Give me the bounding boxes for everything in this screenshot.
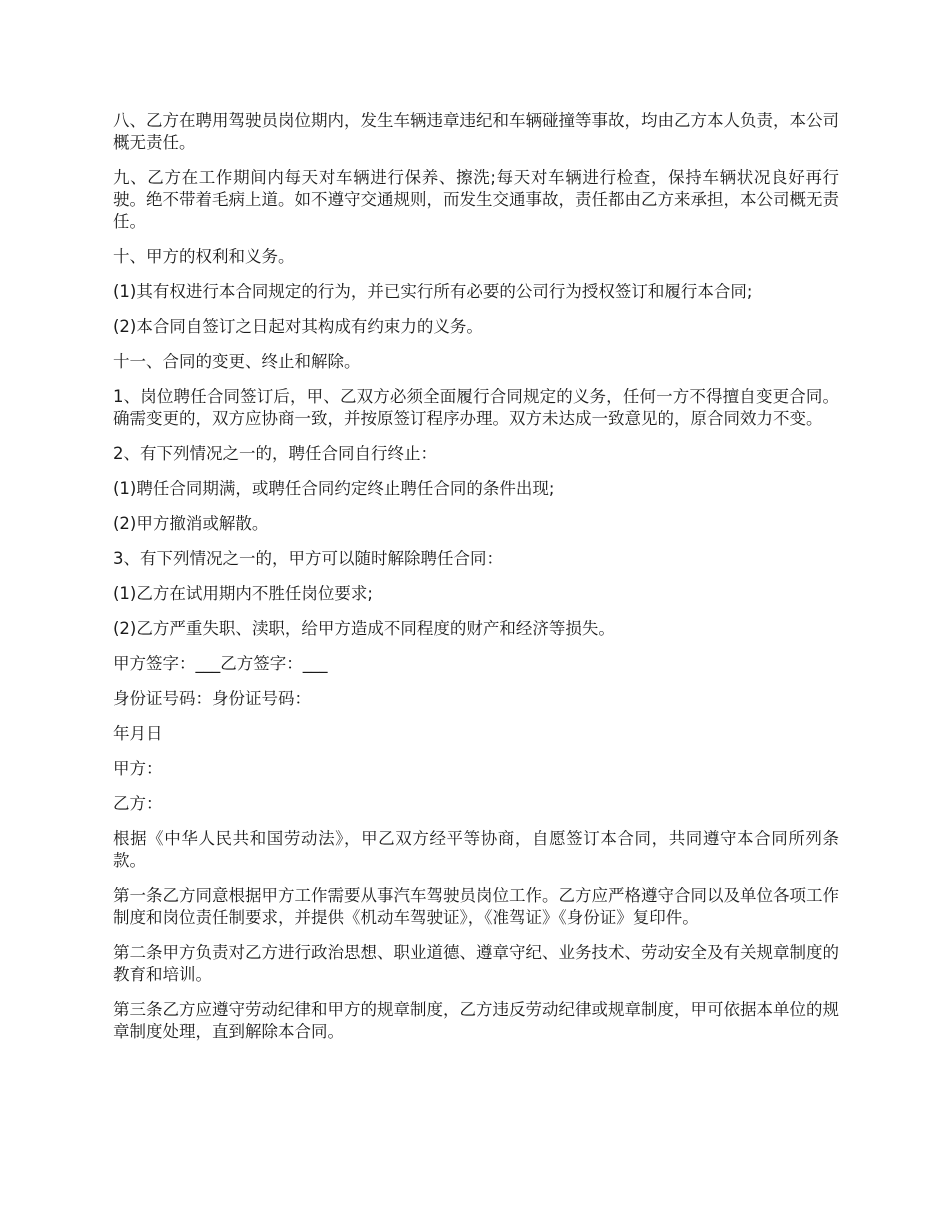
id-number-line: 身份证号码：身份证号码：	[113, 689, 311, 708]
termination-item-2: (2)甲方撤消或解散。	[113, 514, 269, 533]
clause-9: 九、乙方在工作期间内每天对车辆进行保养、擦洗;每天对车辆进行检查，保持车辆状况良好再行驶。绝不带着毛病上道。如不遵守交通规则，而发生交通事故，责任都由乙方来承担，本公司概无责任。	[113, 168, 839, 231]
clause-11-heading: 十一、合同的变更、终止和解除。	[113, 352, 361, 371]
article-1: 第一条乙方同意根据甲方工作需要从事汽车驾驶员岗位工作。乙方应严格遵守合同以及单位各项工作制度和岗位责任制要求，并提供《机动车驾驶证》，《准驾证》《身份证》复印件。	[113, 886, 839, 927]
party-b-line: 乙方：	[113, 794, 163, 813]
preamble: 根据《中华人民共和国劳动法》，甲乙双方经平等协商，自愿签订本合同，共同遵守本合同所列条款。	[113, 829, 839, 870]
signature-line: 甲方签字：___乙方签字：___	[113, 654, 328, 673]
clause-11-point-3: 3、有下列情况之一的，甲方可以随时解除聘任合同：	[113, 549, 503, 568]
clause-10-item-2: (2)本合同自签订之日起对其构成有约束力的义务。	[113, 317, 483, 336]
clause-10-heading: 十、甲方的权利和义务。	[113, 247, 295, 266]
document-page	[113, 110, 839, 1056]
article-2: 第二条甲方负责对乙方进行政治思想、职业道德、遵章守纪、业务技术、劳动安全及有关规章制度的教育和培训。	[113, 943, 839, 984]
article-3: 第三条乙方应遵守劳动纪律和甲方的规章制度，乙方违反劳动纪律或规章制度，甲可依据本单位的规章制度处理，直到解除本合同。	[113, 1000, 839, 1041]
dismissal-item-2: (2)乙方严重失职、渎职，给甲方造成不同程度的财产和经济等损失。	[113, 619, 615, 638]
date-line: 年月日	[113, 724, 163, 743]
termination-item-1: (1)聘任合同期满，或聘任合同约定终止聘任合同的条件出现;	[113, 479, 555, 498]
party-a-line: 甲方：	[113, 759, 163, 778]
dismissal-item-1: (1)乙方在试用期内不胜任岗位要求;	[113, 584, 373, 603]
clause-8: 八、乙方在聘用驾驶员岗位期内，发生车辆违章违纪和车辆碰撞等事故，均由乙方本人负责，本公司概无责任。	[113, 111, 839, 152]
clause-10-item-1: (1)其有权进行本合同规定的行为，并已实行所有必要的公司行为授权签订和履行本合同;	[113, 282, 753, 301]
clause-11-point-1: 1、岗位聘任合同签订后，甲、乙双方必须全面履行合同规定的义务，任何一方不得擅自变更合同。确需变更的，双方应协商一致，并按原签订程序办理。双方未达成一致意见的，原合同效力不变。	[113, 387, 839, 428]
clause-11-point-2: 2、有下列情况之一的，聘任合同自行终止：	[113, 444, 437, 463]
